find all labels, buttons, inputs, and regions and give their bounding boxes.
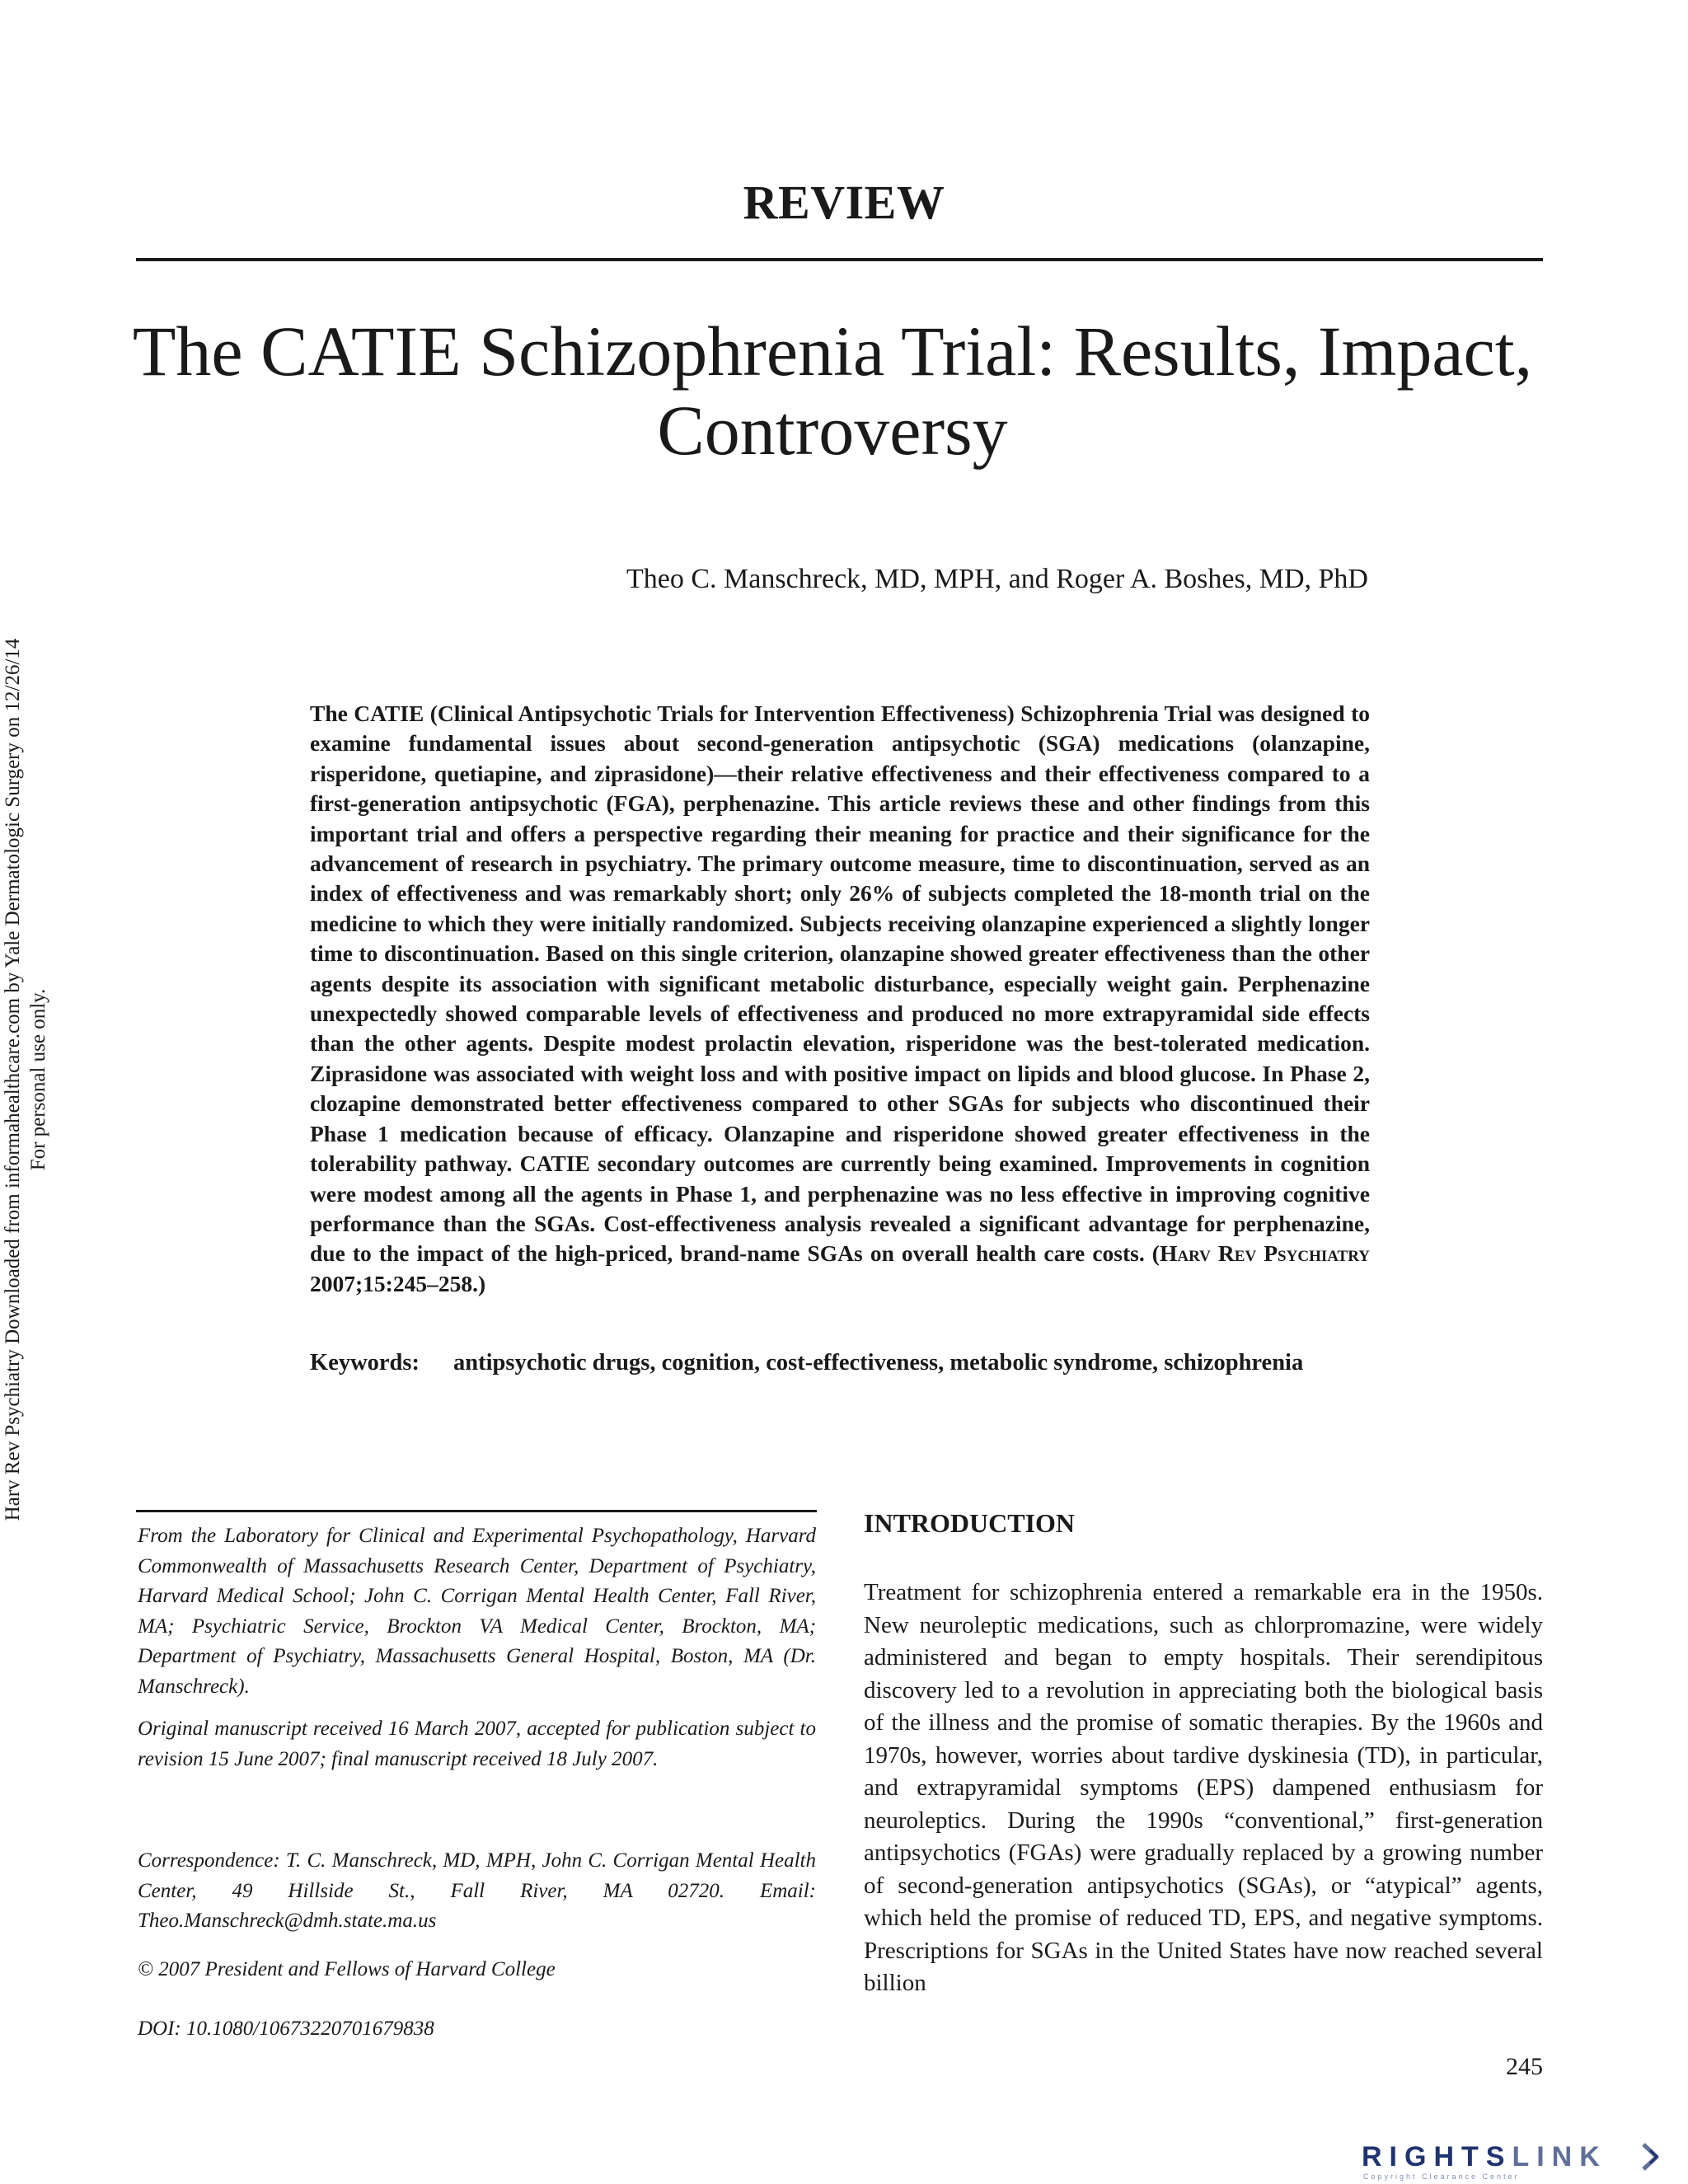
page-number: 245 [1506, 2053, 1543, 2080]
keywords [310, 1350, 1464, 1376]
article-title [115, 312, 1550, 470]
footnote-received: Original manuscript received 16 March 2007, accepted for publication subject to revision 15 June 2007; final manuscript received 18 July 2007. [138, 1718, 816, 1770]
abstract [310, 699, 1370, 1299]
footnote-rule [136, 1510, 817, 1512]
citation-open: ( [1151, 1240, 1160, 1267]
rightslink-arrow-icon [1639, 2143, 1663, 2171]
footnote-doi: DOI: 10.1080/10673220701679838 [138, 2018, 434, 2040]
introduction-heading: INTRODUCTION [864, 1508, 1076, 1538]
introduction-body: Treatment for schizophrenia entered a remarkable era in the 1950s. New neuroleptic medications, such as chlorpromazine, were widely administered and began to empty hospitals. Their serendipitous discovery led to a revolution in appreciating both the biological basis of the illness and the promise of somatic therapies. By the 1960s and 1970s, however, worries about tardive dyskinesia (TD), in particular, and extrapyramidal symptoms (EPS) dampened enthusiasm for neuroleptics. During the 1990s “conventional,” first-generation antipsychotics (FGAs) were gradually replaced by a growing number of second-generation antipsychotics (SGAs), or “atypical” agents, which held the promise of reduced TD, EPS, and negative symptoms. Prescriptions for SGAs in the United States have now reached several billion [864, 1579, 1543, 1996]
article-title-line1: The CATIE Schizophrenia Trial: Results, Impact, [132, 312, 1533, 391]
article-authors: Theo C. Manschreck, MD, MPH, and Roger A. Boshes, MD, PhD [626, 564, 1368, 594]
article-title-line2: Controversy [657, 391, 1008, 470]
citation-journal: Harv Rev Psychiatry [1159, 1240, 1370, 1267]
rightslink-word-bold: RIGHTS [1362, 2141, 1512, 2172]
rightslink-wordmark [1362, 2141, 1607, 2173]
section-label: REVIEW [743, 176, 945, 229]
keywords-text: antipsychotic drugs, cognition, cost-effectiveness, metabolic syndrome, schizophrenia [453, 1350, 1304, 1376]
keywords-label: Keywords: [310, 1350, 420, 1376]
footnote-copyright: © 2007 President and Fellows of Harvard College [138, 1958, 556, 1980]
side-watermark [0, 585, 51, 1574]
rightslink-word-light: LINK [1512, 2141, 1607, 2172]
citation-rest: 2007;15:245–258.) [310, 1270, 486, 1296]
header-rule [136, 258, 1543, 261]
rightslink-logo[interactable] [1362, 2141, 1667, 2184]
side-watermark-line1: Harv Rev Psychiatry Downloaded from informahealthcare.com by Yale Dermatologic Surgery on 12/26/14 [2, 638, 24, 1521]
side-watermark-line2: For personal use only. [27, 988, 49, 1171]
footnote-affiliation: From the Laboratory for Clinical and Experimental Psychopathology, Harvard Commonwealth of Massachusetts Research Center, Department of Psychiatry, Harvard Medical School; John C. Corrigan Mental Health Center, Fall River, MA; Psychiatric Service, Brockton VA Medical Center, Brockton, MA; Department of Psychiatry, Massachusetts General Hospital, Boston, MA (Dr. Manschreck). [138, 1525, 816, 1698]
footnote-correspondence: Correspondence: T. C. Manschreck, MD, MPH, John C. Corrigan Mental Health Center, 49 Hillside St., Fall River, MA 02720. Email: Theo.Manschreck@dmh.state.ma.us [138, 1849, 816, 1933]
abstract-text: The CATIE (Clinical Antipsychotic Trials for Intervention Effectiveness) Schizophrenia Trial was designed to examine fundamental issues about second-generation antipsychotic (SGA) medications (olanzapine, risperidone, quetiapine, and ziprasidone)—their relative effectiveness and their effectiveness compared to a first-generation antipsychotic (FGA), perphenazine. This article reviews these and other findings from this important trial and offers a perspective regarding their meaning for practice and their significance for the advancement of research in psychiatry. The primary outcome measure, time to discontinuation, served as an index of effectiveness and was remarkably short; only 26% of subjects completed the 18-month trial on the medicine to which they were initially randomized. Subjects receiving olanzapine experienced a slightly longer time to discontinuation. Based on this single criterion, olanzapine showed greater effectiveness than the other agents despite its association with significant metabolic disturbance, especially weight gain. Perphenazine unexpectedly showed comparable levels of effectiveness and produced no more extrapyramidal side effects than the other agents. Despite modest prolactin elevation, risperidone was the best-tolerated medication. Ziprasidone was associated with weight loss and with positive impact on lipids and blood glucose. In Phase 2, clozapine demonstrated better effectiveness compared to other SGAs for subjects who discontinued their Phase 1 medication because of efficacy. Olanzapine and risperidone showed greater effectiveness in the tolerability pathway. CATIE secondary outcomes are currently being examined. Improvements in cognition were modest among all the agents in Phase 1, and perphenazine was no less effective in improving cognitive performance than the SGAs. Cost-effectiveness analysis revealed a significant advantage for perphenazine, due to the impact of the high-priced, brand-name SGAs on overall health care costs. [310, 701, 1370, 1267]
rightslink-subtitle: Copyright Clearance Center [1363, 2172, 1520, 2181]
